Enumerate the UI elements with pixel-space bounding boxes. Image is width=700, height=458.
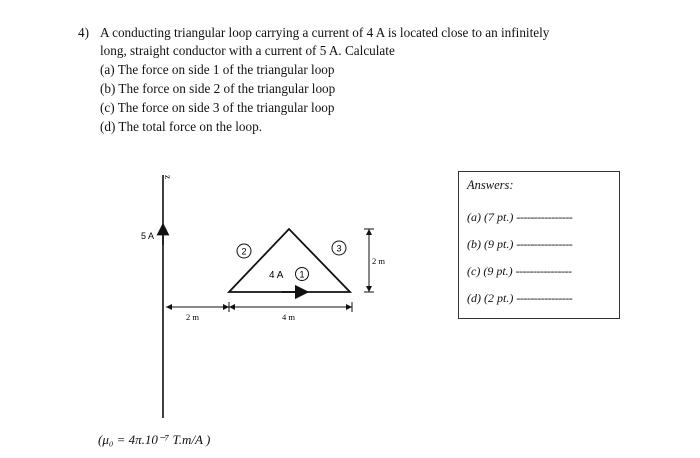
answer-line-d: ---------------- xyxy=(516,291,573,305)
gap-dimension-label: 2 m xyxy=(186,312,199,322)
part-d: (d) The total force on the loop. xyxy=(100,119,262,134)
answer-label-c: (c) (9 pt.) xyxy=(467,264,513,278)
triangular-loop xyxy=(229,229,350,292)
answer-row-b xyxy=(467,231,611,258)
loop-current-label: 4 A xyxy=(269,270,284,281)
answer-line-a: ---------------- xyxy=(516,210,573,224)
stem-line-2: long, straight conductor with a current of 5 A. Calculate xyxy=(100,43,395,58)
answer-row-a xyxy=(467,204,611,231)
part-a: (a) The force on side 1 of the triangular loop xyxy=(100,62,335,77)
wire-current-label: 5 A xyxy=(141,231,155,241)
problem-number: 4) xyxy=(78,25,89,40)
base-dimension-label: 4 m xyxy=(282,312,295,322)
side-1-label: 1 xyxy=(299,269,305,280)
side-3-label: 3 xyxy=(336,243,342,254)
part-c: (c) The force on side 3 of the triangular loop xyxy=(100,100,335,115)
stem-line-1: A conducting triangular loop carrying a current of 4 A is located close to an infinitely xyxy=(100,25,550,40)
height-dimension-label: 2 m xyxy=(372,256,385,266)
part-b: (b) The force on side 2 of the triangular loop xyxy=(100,81,336,96)
side-2-label: 2 xyxy=(241,246,247,257)
answer-label-d: (d) (2 pt.) xyxy=(467,291,514,305)
answer-label-b: (b) (9 pt.) xyxy=(467,237,514,251)
answers-box xyxy=(458,171,620,319)
answers-title: Answers: xyxy=(467,178,514,192)
permeability-constant: (μ₀ = 4π.10⁻⁷ T.m/A ) xyxy=(98,432,211,447)
answer-row-d xyxy=(467,285,611,312)
answer-row-c xyxy=(467,258,611,285)
answer-line-b: ---------------- xyxy=(516,237,573,251)
wire-top-label: z xyxy=(163,175,173,179)
answer-line-c: ---------------- xyxy=(515,264,572,278)
answer-label-a: (a) (7 pt.) xyxy=(467,210,514,224)
